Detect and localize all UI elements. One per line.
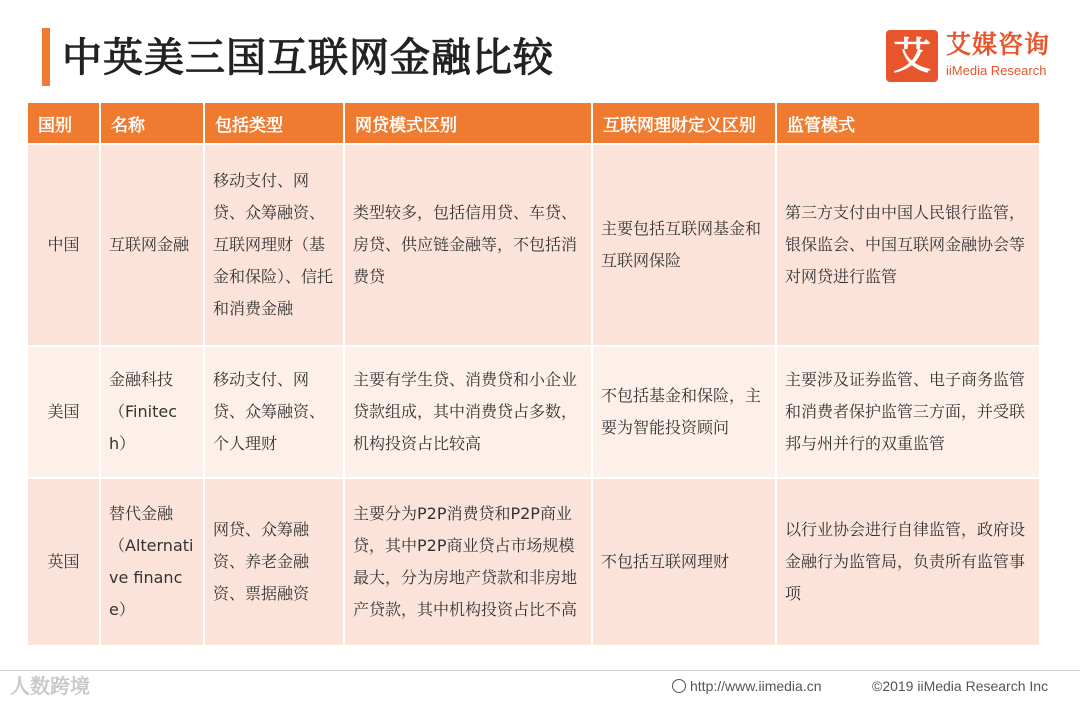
logo-mark-icon: 艾 <box>886 30 938 82</box>
header-name: 名称 <box>100 103 204 144</box>
header-regulation: 监管模式 <box>776 103 1040 144</box>
cell-lending: 主要分为P2P消费贷和P2P商业贷，其中P2P商业贷占市场规模最大，分为房地产贷款和非房地产贷款，其中机构投资占比不高 <box>344 478 592 645</box>
watermark: 人数跨境 <box>10 674 90 698</box>
cell-types: 网贷、众筹融资、养老金融资、票据融资 <box>204 478 344 645</box>
cell-name: 互联网金融 <box>100 144 204 346</box>
logo-name-en: iiMedia Research <box>946 63 1047 78</box>
cell-wealth: 不包括互联网理财 <box>592 478 776 645</box>
table-row <box>28 478 1040 645</box>
cell-wealth: 主要包括互联网基金和互联网保险 <box>592 144 776 346</box>
table-row <box>28 346 1040 478</box>
cell-lending: 主要有学生贷、消费贷和小企业贷款组成，其中消费贷占多数，机构投资占比较高 <box>344 346 592 478</box>
header-types: 包括类型 <box>204 103 344 144</box>
footer-divider <box>0 670 1080 671</box>
cell-regulation: 以行业协会进行自律监管，政府设金融行为监管局，负责所有监管事项 <box>776 478 1040 645</box>
header-country: 国别 <box>28 103 100 144</box>
cell-country: 美国 <box>28 346 100 478</box>
cell-lending: 类型较多，包括信用贷、车贷、房贷、供应链金融等，不包括消费贷 <box>344 144 592 346</box>
cell-country: 中国 <box>28 144 100 346</box>
cell-name: 替代金融（Alternative finance） <box>100 478 204 645</box>
cell-regulation: 主要涉及证券监管、电子商务监管和消费者保护监管三方面，并受联邦与州并行的双重监管 <box>776 346 1040 478</box>
brand-logo <box>886 30 1066 86</box>
cell-name: 金融科技（Finitech） <box>100 346 204 478</box>
header-wealth: 互联网理财定义区别 <box>592 103 776 144</box>
page-title: 中英美三国互联网金融比较 <box>62 35 554 81</box>
cell-wealth: 不包括基金和保险，主要为智能投资顾问 <box>592 346 776 478</box>
title-accent-bar <box>42 28 50 86</box>
cell-types: 移动支付、网贷、众筹融资、互联网理财（基金和保险）、信托和消费金融 <box>204 144 344 346</box>
table-header-row <box>28 103 1040 144</box>
globe-icon <box>672 679 686 693</box>
cell-country: 英国 <box>28 478 100 645</box>
footer-url-text: http://www.iimedia.cn <box>690 678 822 694</box>
footer-copyright: ©2019 iiMedia Research Inc <box>872 678 1049 694</box>
comparison-table <box>28 103 1041 645</box>
cell-regulation: 第三方支付由中国人民银行监管，银保监会、中国互联网金融协会等对网贷进行监管 <box>776 144 1040 346</box>
table-row <box>28 144 1040 346</box>
cell-types: 移动支付、网贷、众筹融资、个人理财 <box>204 346 344 478</box>
footer-url[interactable] <box>672 678 822 694</box>
header-lending: 网贷模式区别 <box>344 103 592 144</box>
logo-name-cn: 艾媒咨询 <box>946 30 1051 59</box>
